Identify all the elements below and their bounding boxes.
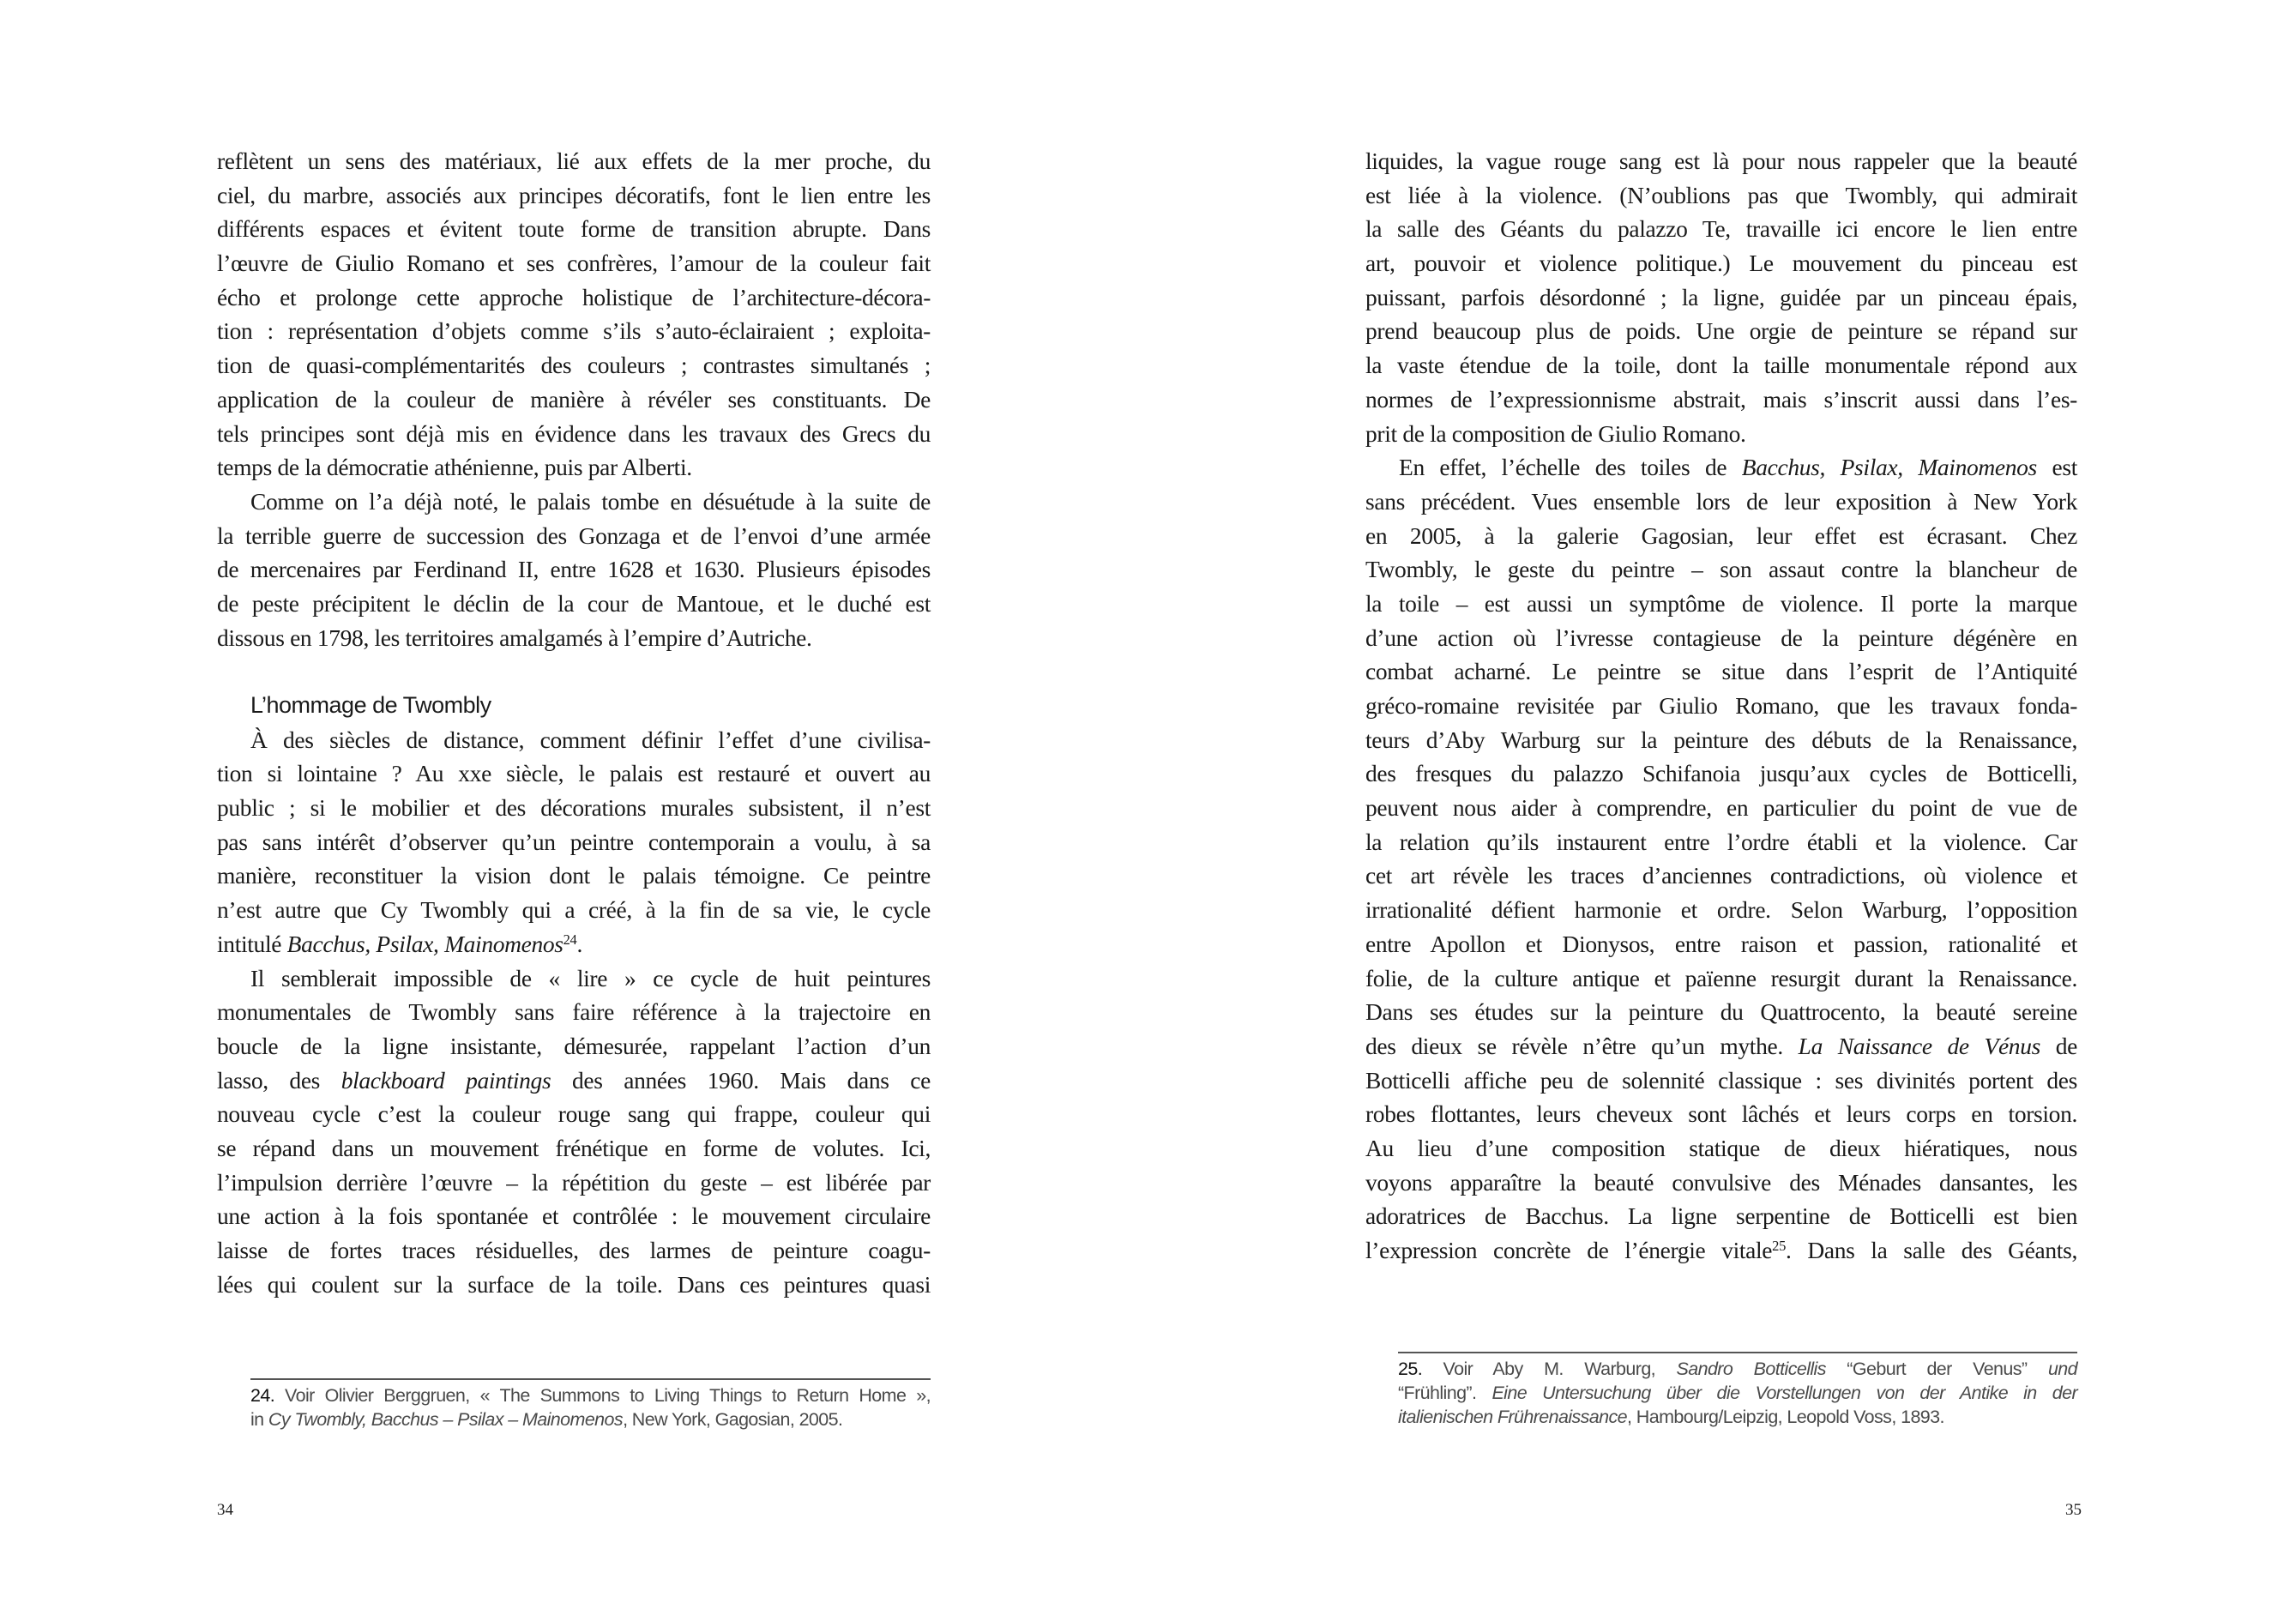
text-line	[1365, 1029, 2077, 1064]
text-span: , New York, Gagosian, 2005.	[623, 1409, 843, 1430]
text-line: reflètent un sens des matériaux, lié aux effets de la mer proche, du	[217, 148, 931, 174]
text-span: En effet, l’échelle des toiles de	[1399, 454, 1742, 481]
text-line: l’impulsion derrière l’œuvre – la répétition du geste – est libérée par	[217, 1168, 931, 1196]
paragraph	[217, 144, 931, 485]
work-title: Eine Untersuchung über die Vorstellungen von der Antike in der	[1491, 1383, 2077, 1403]
text-line: entre Apollon et Dionysos, entre raison et passion, rationalité et	[1365, 930, 2077, 957]
text-line: une action à la fois spontanée et contrôlée : le mouvement circulaire	[217, 1202, 931, 1230]
left-body-text	[217, 144, 931, 1301]
work-title: italienischen Frührenaissance	[1398, 1407, 1628, 1427]
text-line: Botticelli affiche peu de solennité classique : ses divinités portent des	[1365, 1066, 2077, 1094]
footnote-line	[1398, 1357, 2077, 1381]
text-span: Voir Olivier Berggruen, « The Summons to Living Things to Return Home »,	[274, 1385, 931, 1406]
text-line: la terrible guerre de succession des Gonzaga et de l’envoi d’une armée	[217, 521, 931, 549]
page-number: 34	[217, 1501, 233, 1519]
footnote-24	[250, 1378, 931, 1431]
text-line: Comme on l’a déjà noté, le palais tombe en désuétude à la suite de	[250, 487, 931, 515]
text-line: irrationalité défient harmonie et ordre. Selon Warburg, l’opposition	[1365, 896, 2077, 924]
text-span: . Dans la salle des Géants,	[1785, 1237, 2077, 1263]
text-line: différents espaces et évitent toute forme de transition abrupte. Dans	[217, 215, 931, 243]
text-line: tion : représentation d’objets comme s’ils s’auto-éclairaient ; exploita-	[217, 317, 931, 345]
work-title: Cy Twombly, Bacchus – Psilax – Mainomenos	[268, 1409, 624, 1430]
right-page	[1148, 0, 2296, 1621]
work-title: Bacchus, Psilax, Mainomenos	[286, 930, 563, 957]
text-line	[217, 927, 931, 961]
text-line: cet art révèle les traces d’anciennes contradictions, où violence et	[1365, 862, 2077, 889]
text-line: la toile – est aussi un symptôme de violence. Il porte la marque	[1365, 589, 2077, 617]
text-span: “Frühling”.	[1398, 1383, 1492, 1403]
text-line: la salle des Géants du palazzo Te, travaille ici encore le lien entre	[1365, 215, 2077, 243]
footnote-ref-25[interactable]: 25	[1772, 1237, 1786, 1254]
text-line: boucle de la ligne insistante, démesurée, rappelant l’action d’un	[217, 1032, 931, 1059]
text-span: des années 1960. Mais dans ce	[551, 1066, 931, 1094]
text-line: se répand dans un mouvement frénétique en forme de volutes. Ici,	[217, 1134, 931, 1161]
text-line: adoratrices de Bacchus. La ligne serpentine de Botticelli est bien	[1365, 1202, 2077, 1230]
text-line: voyons apparaître la beauté convulsive des Ménades dansantes, les	[1365, 1168, 2077, 1196]
text-line: est liée à la violence. (N’oublions pas que Twombly, qui admirait	[1365, 181, 2077, 208]
text-line: de mercenaires par Ferdinand II, entre 1628 et 1630. Plusieurs épisodes	[217, 556, 931, 583]
text-line: Au lieu d’une composition statique de dieux hiératiques, nous	[1365, 1134, 2077, 1161]
footnote-number: 24.	[250, 1385, 275, 1406]
text-line: sans précédent. Vues ensemble lors de leur exposition à New York	[1365, 487, 2077, 515]
paragraph	[217, 485, 931, 654]
text-line	[1365, 450, 2077, 485]
text-line: manière, reconstituer la vision dont le palais témoigne. Ce peintre	[217, 862, 931, 889]
paragraph	[217, 723, 931, 961]
paragraph	[217, 961, 931, 1302]
text-span: und	[2047, 1359, 2078, 1379]
footnote-25	[1398, 1352, 2077, 1429]
text-span: “Geburt der Venus”	[1825, 1359, 2048, 1379]
text-line: liquides, la vague rouge sang est là pour nous rappeler que la beauté	[1365, 148, 2077, 174]
footnote-line	[250, 1383, 931, 1407]
work-title: Sandro Botticellis	[1676, 1359, 1826, 1379]
text-line: Il semblerait impossible de « lire » ce cycle de huit peintures	[250, 964, 931, 991]
text-line: n’est autre que Cy Twombly qui a créé, à la fin de sa vie, le cycle	[217, 896, 931, 924]
text-line: tion de quasi-complémentarités des couleurs ; contrastes simultanés ;	[217, 352, 931, 379]
footnote-line	[1398, 1405, 2077, 1429]
text-line: pas sans intérêt d’observer qu’un peintre contemporain a voulu, à sa	[217, 828, 931, 855]
footnote-line	[250, 1407, 931, 1431]
text-line: l’œuvre de Giulio Romano et ses confrères, l’amour de la couleur fait	[217, 250, 931, 277]
text-line: robes flottantes, leurs cheveux sont lâchés et leurs corps en torsion.	[1365, 1100, 2077, 1128]
text-line: tion si lointaine ? Au xxe siècle, le palais est restauré et ouvert au	[217, 760, 931, 787]
italic-term: blackboard paintings	[340, 1066, 551, 1094]
text-line: peuvent nous aider à comprendre, en particulier du point de vue de	[1365, 794, 2077, 822]
text-line: la relation qu’ils instaurent entre l’ordre établi et la violence. Car	[1365, 828, 2077, 855]
text-line: prit de la composition de Giulio Romano.	[1365, 419, 1746, 447]
text-line: écho et prolonge cette approche holistique de l’architecture-décora-	[217, 283, 931, 310]
text-line: public ; si le mobilier et des décorations murales subsistent, il n’est	[217, 794, 931, 822]
text-line: prend beaucoup plus de poids. Une orgie de peinture se répand sur	[1365, 317, 2077, 345]
text-line: nouveau cycle c’est la couleur rouge sang qui frappe, couleur qui	[217, 1100, 931, 1128]
footnote-rule	[250, 1378, 931, 1380]
work-title: Bacchus, Psilax, Mainomenos	[1741, 454, 2037, 481]
paragraph	[1365, 144, 2077, 450]
text-span: Voir Aby M. Warburg,	[1422, 1359, 1677, 1379]
text-line: d’une action où l’ivresse contagieuse de la peinture dégénère en	[1365, 624, 2077, 651]
text-line: temps de la démocratie athénienne, puis par Alberti.	[217, 454, 692, 481]
text-line: ciel, du marbre, associés aux principes décoratifs, font le lien entre les	[217, 181, 931, 208]
right-body-text	[1365, 144, 2077, 1268]
footnote-line	[1398, 1381, 2077, 1405]
text-line: À des siècles de distance, comment définir l’effet d’une civilisa-	[250, 726, 931, 753]
section-heading: L’hommage de Twombly	[250, 692, 491, 718]
spacer	[217, 654, 931, 689]
page-number: 35	[2065, 1501, 2082, 1519]
text-line: dissous en 1798, les territoires amalgamés à l’empire d’Autriche.	[217, 624, 812, 651]
text-span: des dieux se révèle n’être qu’un mythe.	[1365, 1032, 1799, 1059]
text-line: teurs d’Aby Warburg sur la peinture des débuts de la Renaissance,	[1365, 726, 2077, 753]
text-span: lasso, des	[217, 1066, 341, 1094]
text-line: art, pouvoir et violence politique.) Le mouvement du pinceau est	[1365, 250, 2077, 277]
text-line: en 2005, à la galerie Gagosian, leur effet est écrasant. Chez	[1365, 521, 2077, 549]
footnote-rule	[1398, 1352, 2077, 1353]
footnote-ref-24[interactable]: 24	[563, 931, 577, 948]
text-span: intitulé	[217, 930, 287, 957]
text-span: , Hambourg/Leipzig, Leopold Voss, 1893.	[1627, 1407, 1944, 1427]
text-line: laisse de fortes traces résiduelles, des larmes de peinture coagu-	[217, 1237, 931, 1263]
text-line	[1365, 1233, 2077, 1268]
text-line: la vaste étendue de la toile, dont la taille monumentale répond aux	[1365, 352, 2077, 379]
text-line: normes de l’expressionnisme abstrait, mais s’inscrit aussi dans l’es-	[1365, 385, 2077, 413]
text-line: des fresques du palazzo Schifanoia jusqu’aux cycles de Botticelli,	[1365, 760, 2077, 787]
text-line: monumentales de Twombly sans faire référence à la trajectoire en	[217, 998, 931, 1026]
text-line: Twombly, le geste du peintre – son assaut contre la blancheur de	[1365, 556, 2077, 583]
text-line: folie, de la culture antique et païenne resurgit durant la Renaissance.	[1365, 964, 2077, 991]
text-line: application de la couleur de manière à révéler ses constituants. De	[217, 385, 931, 413]
text-line: de peste précipitent le déclin de la cour de Mantoue, et le duché est	[217, 589, 931, 617]
text-line	[217, 1064, 931, 1098]
text-line: lées qui coulent sur la surface de la toile. Dans ces peintures quasi	[217, 1270, 931, 1298]
text-span: .	[576, 930, 582, 957]
text-span: l’expression concrète de l’énergie vitale	[1365, 1237, 1773, 1263]
text-line: Dans ses études sur la peinture du Quattrocento, la beauté sereine	[1365, 998, 2077, 1026]
text-line: puissant, parfois désordonné ; la ligne, guidée par un pinceau épais,	[1365, 283, 2077, 310]
paragraph	[1365, 450, 2077, 1268]
footnote-number: 25.	[1398, 1359, 1423, 1379]
work-title: La Naissance de Vénus	[1798, 1032, 2040, 1059]
text-span: de	[2040, 1032, 2078, 1059]
text-line: gréco-romaine revisitée par Giulio Romano, que les travaux fonda-	[1365, 692, 2077, 719]
text-line: tels principes sont déjà mis en évidence dans les travaux des Grecs du	[217, 419, 931, 447]
text-span: est	[2036, 454, 2077, 481]
text-span: in	[250, 1409, 268, 1430]
text-line: combat acharné. Le peintre se situe dans l’esprit de l’Antiquité	[1365, 658, 2077, 685]
